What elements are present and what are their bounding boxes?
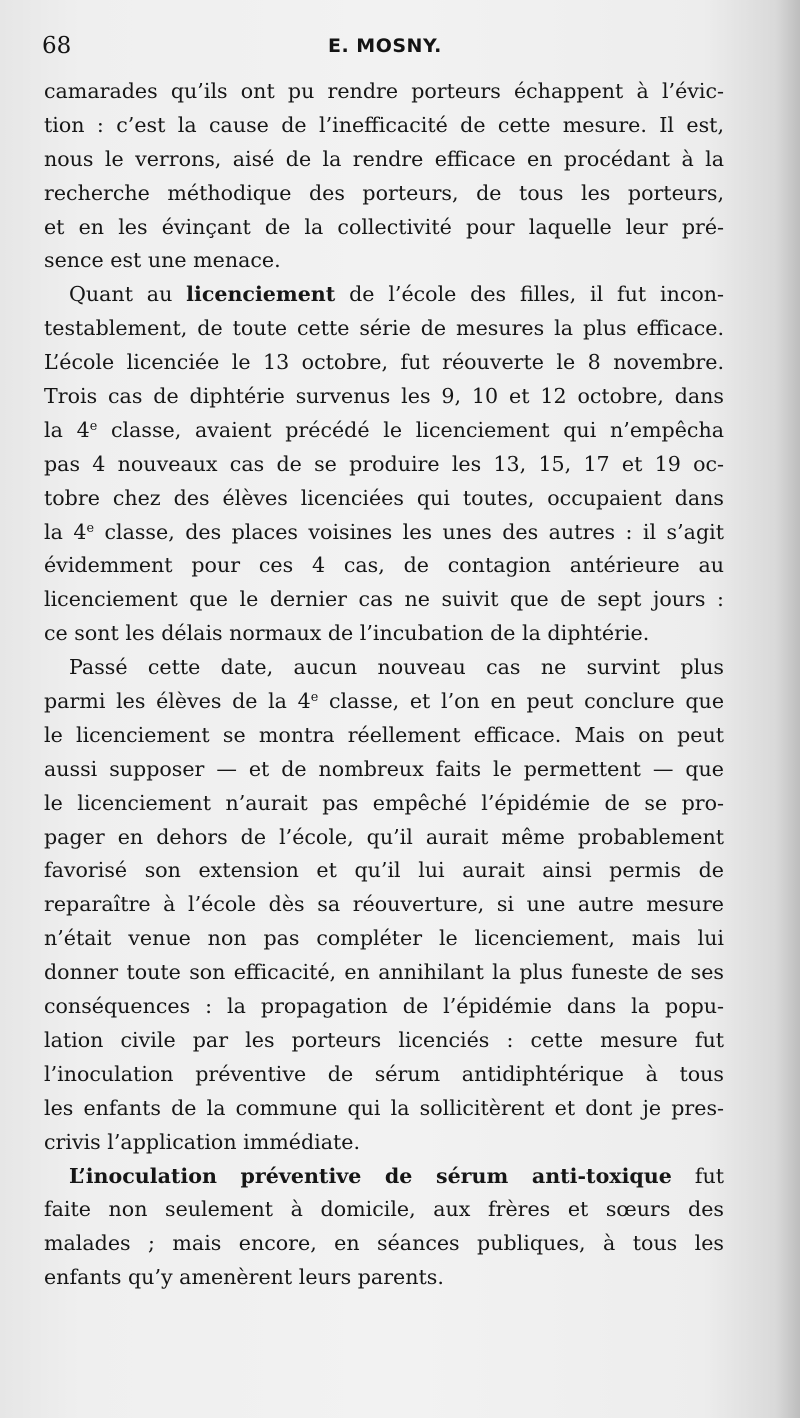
text-line — [44, 1227, 724, 1261]
text-line — [44, 1261, 724, 1295]
text-segment: malades ; mais encore, en séances publiques, à tous les — [44, 1231, 724, 1256]
text-segment: évidemment pour ces 4 cas, de contagion antérieure au — [44, 553, 724, 578]
text-line — [44, 549, 724, 583]
text-line — [44, 1024, 724, 1058]
text-line — [44, 1126, 724, 1160]
text-line — [44, 685, 724, 719]
text-line — [44, 516, 724, 550]
text-line — [44, 1193, 724, 1227]
text-line — [44, 177, 724, 211]
superscript: e — [86, 520, 94, 536]
body-text — [44, 75, 724, 1295]
text-line — [44, 990, 724, 1024]
text-segment: fut — [671, 1163, 724, 1188]
text-segment: aussi supposer — et de nombreux faits le permettent — que — [44, 756, 724, 781]
text-segment: testablement, de toute cette série de mesures la plus efficace. — [44, 316, 724, 341]
text-segment: donner toute son efficacité, en annihilant la plus funeste de ses — [44, 960, 724, 985]
page-number: 68 — [42, 33, 72, 59]
running-head: E. MOSNY. — [328, 35, 442, 57]
text-segment: les enfants de la commune qui la sollicitèrent et dont je pres- — [44, 1095, 724, 1120]
text-line — [44, 583, 724, 617]
text-line — [44, 448, 724, 482]
text-segment: sence est une menace. — [44, 248, 281, 273]
text-line — [44, 482, 724, 516]
text-segment: pager en dehors de l’école, qu’il aurait même probablement — [44, 824, 724, 849]
text-line — [44, 244, 724, 278]
text-line — [44, 753, 724, 787]
text-segment: favorisé son extension et qu’il lui aurait ainsi permis de — [44, 858, 724, 883]
text-segment: nous le verrons, aisé de la rendre efficace en procédant à la — [44, 146, 724, 171]
text-line — [44, 922, 724, 956]
text-segment: Passé cette date, aucun nouveau cas ne survint plus — [69, 655, 724, 680]
text-line — [44, 787, 724, 821]
text-segment: reparaître à l’école dès sa réouverture, si une autre mesure — [44, 892, 724, 917]
bold-text: licenciement — [186, 282, 336, 307]
superscript: e — [89, 418, 98, 434]
text-segment: parmi les élèves de la 4 — [44, 689, 311, 714]
text-segment: Trois cas de diphtérie survenus les 9, 10 et 12 octobre, dans — [44, 384, 724, 409]
text-segment: lation civile par les porteurs licenciés : cette mesure fut — [44, 1027, 724, 1052]
text-line — [44, 414, 724, 448]
text-segment: classe, et l’on en peut conclure que — [318, 689, 725, 714]
superscript: e — [310, 690, 319, 706]
page-header — [42, 33, 732, 61]
text-line — [44, 1058, 724, 1092]
text-segment: recherche méthodique des porteurs, de tous les porteurs, — [44, 180, 724, 205]
text-segment: tobre chez des élèves licenciées qui toutes, occupaient dans — [44, 485, 724, 510]
text-segment: la 4 — [44, 417, 90, 442]
bold-text: L’inoculation préventive de sérum anti-toxique — [69, 1163, 672, 1188]
text-line — [44, 312, 724, 346]
text-segment: conséquences : la propagation de l’épidémie dans la popu- — [44, 994, 724, 1019]
text-segment: le licenciement se montra réellement efficace. Mais on peut — [44, 722, 724, 747]
text-segment: classe, des places voisines les unes des autres : il s’agit — [94, 519, 724, 544]
text-segment: classe, avaient précédé le licenciement qui n’empêcha — [97, 417, 724, 442]
text-segment: licenciement que le dernier cas ne suivit que de sept jours : — [44, 587, 724, 612]
text-line — [44, 346, 724, 380]
text-line — [44, 651, 724, 685]
text-line — [44, 109, 724, 143]
text-segment: tion : c’est la cause de l’inefficacité de cette mesure. Il est, — [44, 112, 724, 137]
text-line — [44, 75, 724, 109]
text-segment: ce sont les délais normaux de l’incubation de la diphtérie. — [44, 621, 650, 646]
text-segment: de l’école des filles, il fut incon- — [335, 282, 724, 307]
text-line — [44, 617, 724, 651]
text-line — [44, 956, 724, 990]
text-segment: la 4 — [44, 519, 87, 544]
text-segment: n’était venue non pas compléter le licenciement, mais lui — [44, 926, 724, 951]
text-segment: L’école licenciée le 13 octobre, fut réouverte le 8 novembre. — [44, 350, 724, 375]
text-line — [44, 278, 724, 312]
text-line — [44, 888, 724, 922]
text-segment: camarades qu’ils ont pu rendre porteurs échappent à l’évic- — [44, 79, 724, 103]
text-segment: crivis l’application immédiate. — [44, 1129, 361, 1154]
text-segment: pas 4 nouveaux cas de se produire les 13, 15, 17 et 19 oc- — [44, 451, 724, 476]
text-line — [44, 1160, 724, 1194]
text-segment: et en les évinçant de la collectivité pour laquelle leur pré- — [44, 214, 724, 239]
text-segment: le licenciement n’aurait pas empêché l’épidémie de se pro- — [44, 790, 724, 815]
text-segment: enfants qu’y amenèrent leurs parents. — [44, 1265, 444, 1290]
text-line — [44, 143, 724, 177]
text-line — [44, 854, 724, 888]
text-line — [44, 821, 724, 855]
text-segment: Quant au — [69, 282, 187, 307]
text-line — [44, 380, 724, 414]
text-segment: l’inoculation préventive de sérum antidiphtérique à tous — [44, 1061, 724, 1086]
text-line — [44, 211, 724, 245]
text-line — [44, 1092, 724, 1126]
text-line — [44, 719, 724, 753]
text-segment: faite non seulement à domicile, aux frères et sœurs des — [44, 1197, 724, 1222]
